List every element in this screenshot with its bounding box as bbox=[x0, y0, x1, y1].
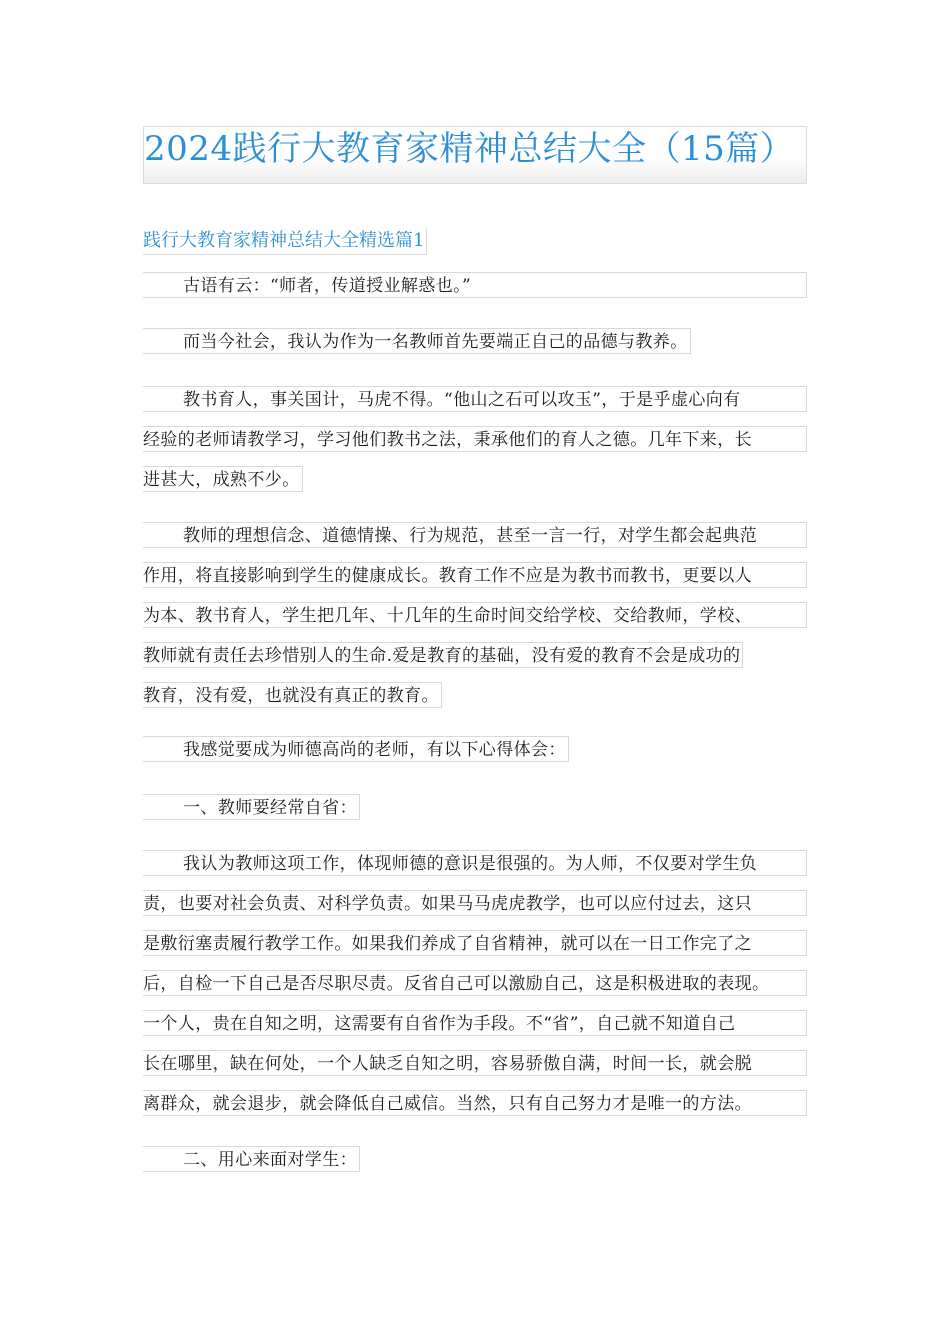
paragraph-line bbox=[143, 1080, 807, 1120]
paragraph bbox=[143, 318, 807, 358]
paragraph-line bbox=[143, 416, 807, 456]
paragraph-line bbox=[143, 840, 807, 880]
line-text: 而当今社会，我认为作为一名教师首先要端正自己的品德与教养。 bbox=[143, 328, 691, 354]
line-text: 古语有云：“师者，传道授业解惑也。” bbox=[143, 272, 807, 298]
line-text: 是敷衍塞责履行教学工作。如果我们养成了自省精神，就可以在一日工作完了之 bbox=[143, 930, 807, 956]
line-text: 二、用心来面对学生： bbox=[143, 1146, 360, 1172]
paragraph bbox=[143, 376, 807, 496]
line-text: 经验的老师请教学习，学习他们教书之法，秉承他们的育人之德。几年下来，长 bbox=[143, 426, 807, 452]
line-text: 进甚大，成熟不少。 bbox=[143, 466, 303, 492]
paragraph-line bbox=[143, 376, 807, 416]
paragraph bbox=[143, 262, 807, 302]
paragraph-line bbox=[143, 960, 807, 1000]
paragraph bbox=[143, 784, 807, 824]
paragraph-line bbox=[143, 1000, 807, 1040]
paragraph-line bbox=[143, 672, 807, 712]
section-heading: 践行大教育家精神总结大全精选篇1 bbox=[143, 228, 427, 255]
line-text: 责，也要对社会负责、对科学负责。如果马马虎虎教学，也可以应付过去，这只 bbox=[143, 890, 807, 916]
paragraph bbox=[143, 726, 807, 766]
line-text: 为本、教书育人，学生把几年、十几年的生命时间交给学校、交给教师，学校、 bbox=[143, 602, 807, 628]
line-text: 我认为教师这项工作，体现师德的意识是很强的。为人师，不仅要对学生负 bbox=[143, 850, 807, 876]
paragraph-line bbox=[143, 726, 807, 766]
paragraph-line bbox=[143, 632, 807, 672]
line-text: 作用，将直接影响到学生的健康成长。教育工作不应是为教书而教书，更要以人 bbox=[143, 562, 807, 588]
paragraph bbox=[143, 1136, 807, 1176]
paragraph-line bbox=[143, 592, 807, 632]
line-text: 一、教师要经常自省： bbox=[143, 794, 360, 820]
paragraph bbox=[143, 840, 807, 1120]
line-text: 教育，没有爱，也就没有真正的教育。 bbox=[143, 682, 442, 708]
document-title-box bbox=[143, 126, 807, 184]
paragraph-line bbox=[143, 552, 807, 592]
line-text: 我感觉要成为师德高尚的老师，有以下心得体会： bbox=[143, 736, 569, 762]
paragraph-line bbox=[143, 880, 807, 920]
paragraph-line bbox=[143, 318, 807, 358]
paragraph-line bbox=[143, 262, 807, 302]
document-title: 2024践行大教育家精神总结大全（15篇） bbox=[144, 129, 795, 169]
paragraph bbox=[143, 512, 807, 712]
line-text: 一个人，贵在自知之明，这需要有自省作为手段。不“省”，自己就不知道自己 bbox=[143, 1010, 807, 1036]
line-text: 离群众，就会退步，就会降低自己威信。当然，只有自己努力才是唯一的方法。 bbox=[143, 1090, 807, 1116]
paragraph-line bbox=[143, 1040, 807, 1080]
paragraph-line bbox=[143, 784, 807, 824]
line-text: 教师就有责任去珍惜别人的生命.爱是教育的基础，没有爱的教育不会是成功的 bbox=[143, 642, 743, 668]
paragraph-line bbox=[143, 920, 807, 960]
line-text: 教书育人，事关国计，马虎不得。“他山之石可以攻玉”，于是乎虚心向有 bbox=[143, 386, 807, 412]
paragraph-line bbox=[143, 1136, 807, 1176]
paragraph-line bbox=[143, 512, 807, 552]
line-text: 教师的理想信念、道德情操、行为规范，甚至一言一行，对学生都会起典范 bbox=[143, 522, 807, 548]
line-text: 长在哪里，缺在何处，一个人缺乏自知之明，容易骄傲自满，时间一长，就会脱 bbox=[143, 1050, 807, 1076]
paragraph-line bbox=[143, 456, 807, 496]
line-text: 后，自检一下自己是否尽职尽责。反省自己可以激励自己，这是积极进取的表现。 bbox=[143, 970, 807, 996]
